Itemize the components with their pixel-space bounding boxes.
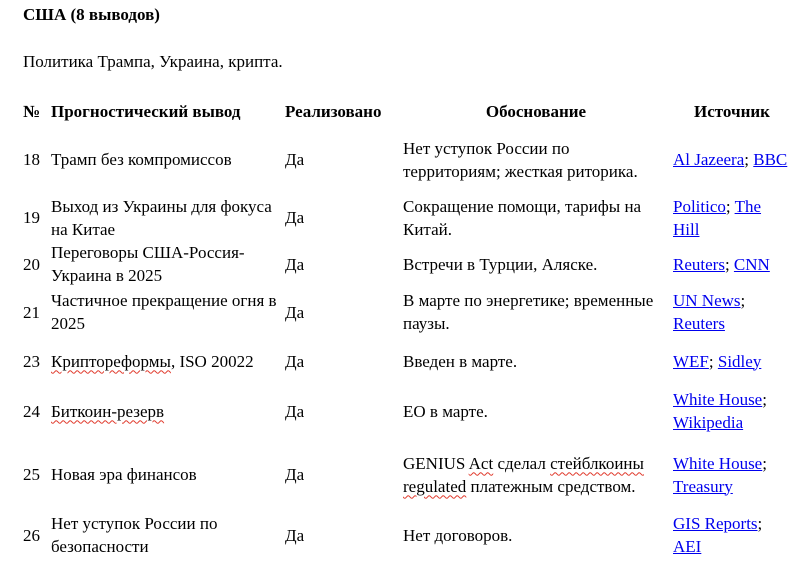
row-prediction	[51, 385, 285, 437]
table-row	[23, 512, 791, 558]
basis-text-part: Act	[468, 453, 494, 473]
basis-text-part: GENIUS	[403, 453, 469, 473]
row-realized: Да	[285, 401, 305, 421]
row-number: 23	[23, 351, 40, 371]
row-source	[673, 241, 791, 287]
row-number: 18	[23, 150, 40, 169]
header-prediction: Прогностический вывод	[51, 102, 241, 121]
row-realized: Да	[285, 351, 305, 371]
row-realized: Да	[285, 254, 305, 274]
row-realized: Да	[285, 525, 305, 545]
prediction-text-part: , ISO 20022	[170, 351, 254, 371]
table-row	[23, 437, 791, 512]
source-link-wikipedia[interactable]: Wikipedia	[673, 413, 744, 432]
row-basis: EO в марте.	[403, 401, 488, 421]
row-prediction: Частичное прекращение огня в 2025	[51, 291, 277, 333]
row-source	[673, 287, 791, 337]
row-number: 26	[23, 525, 40, 545]
row-realized: Да	[285, 208, 305, 227]
source-separator: ;	[762, 453, 767, 473]
row-source	[673, 194, 791, 241]
source-separator: ;	[740, 291, 746, 310]
source-separator: ;	[744, 150, 749, 169]
basis-text-part: сделал	[493, 453, 551, 473]
row-basis: Введен в марте.	[403, 351, 518, 371]
row-basis: В марте по энергетике; временные паузы.	[403, 291, 654, 333]
section-heading: США (8 выводов)	[23, 5, 160, 24]
source-link-politico[interactable]: Politico	[673, 196, 726, 216]
table-row	[23, 194, 791, 241]
row-prediction	[51, 337, 285, 385]
header-number: №	[23, 102, 41, 121]
header-basis: Обоснование	[485, 102, 587, 121]
source-link-un-news[interactable]: UN News	[673, 291, 741, 310]
row-prediction: Нет уступок России по безопасности	[51, 514, 218, 556]
source-link-bbc[interactable]: BBC	[753, 150, 788, 169]
row-source	[673, 125, 791, 194]
source-separator: ;	[708, 351, 714, 371]
row-realized: Да	[285, 302, 305, 322]
row-basis: Нет договоров.	[403, 525, 513, 545]
row-number: 19	[23, 208, 40, 227]
prediction-text: Биткоин-резерв	[51, 401, 165, 421]
source-separator: ;	[724, 254, 730, 274]
row-source	[673, 512, 791, 558]
source-link-sidley[interactable]: Sidley	[717, 351, 762, 371]
row-basis: Нет уступок России по территориям; жесткая риторика.	[403, 138, 638, 181]
row-realized: Да	[285, 465, 305, 484]
source-link-treasury[interactable]: Treasury	[673, 476, 733, 496]
row-basis: Встречи в Турции, Аляске.	[403, 254, 598, 274]
source-separator: ;	[757, 514, 763, 533]
row-prediction: Переговоры США-Россия-Украина в 2025	[51, 243, 245, 285]
source-link-al-jazeera[interactable]: Al Jazeera	[673, 150, 745, 169]
header-source: Источник	[694, 102, 770, 121]
table-row	[23, 125, 791, 194]
table-row	[23, 337, 791, 385]
row-prediction: Выход из Украины для фокуса на Китае	[51, 196, 272, 239]
prediction-text-part: Криптореформы	[51, 351, 171, 371]
basis-text-part: стейблкоины	[550, 453, 644, 473]
section-intro: Политика Трампа, Украина, крипта.	[23, 52, 283, 71]
basis-text-part: платежным средством.	[466, 476, 636, 496]
row-source	[673, 337, 791, 385]
source-link-white-house[interactable]: White House	[673, 390, 763, 409]
row-basis	[403, 437, 673, 512]
source-link-gis-reports[interactable]: GIS Reports	[673, 514, 758, 533]
row-number: 20	[23, 254, 40, 274]
source-link-white-house[interactable]: White House	[673, 453, 763, 473]
predictions-table	[23, 98, 791, 558]
source-link-aei[interactable]: AEI	[673, 537, 702, 556]
source-link-reuters[interactable]: Reuters	[673, 254, 725, 274]
row-number: 25	[23, 465, 40, 484]
row-source	[673, 437, 791, 512]
row-prediction: Новая эра финансов	[51, 465, 197, 484]
row-prediction: Трамп без компромиссов	[51, 150, 232, 169]
table-row	[23, 241, 791, 287]
source-link-reuters[interactable]: Reuters	[673, 314, 725, 333]
row-realized: Да	[285, 150, 305, 169]
source-separator: ;	[762, 390, 767, 409]
row-number: 21	[23, 302, 40, 322]
basis-text-part: regulated	[403, 476, 467, 496]
table-header-row	[23, 98, 791, 125]
row-source	[673, 385, 791, 437]
table-row	[23, 385, 791, 437]
source-separator: ;	[725, 196, 731, 216]
table-row	[23, 287, 791, 337]
source-link-cnn[interactable]: CNN	[733, 254, 770, 274]
row-number: 24	[23, 401, 40, 421]
row-basis: Сокращение помощи, тарифы на Китай.	[403, 196, 642, 239]
header-realized: Реализовано	[285, 102, 382, 121]
source-link-the-hill[interactable]: The Hill	[673, 196, 762, 239]
source-link-wef[interactable]: WEF	[673, 351, 709, 371]
